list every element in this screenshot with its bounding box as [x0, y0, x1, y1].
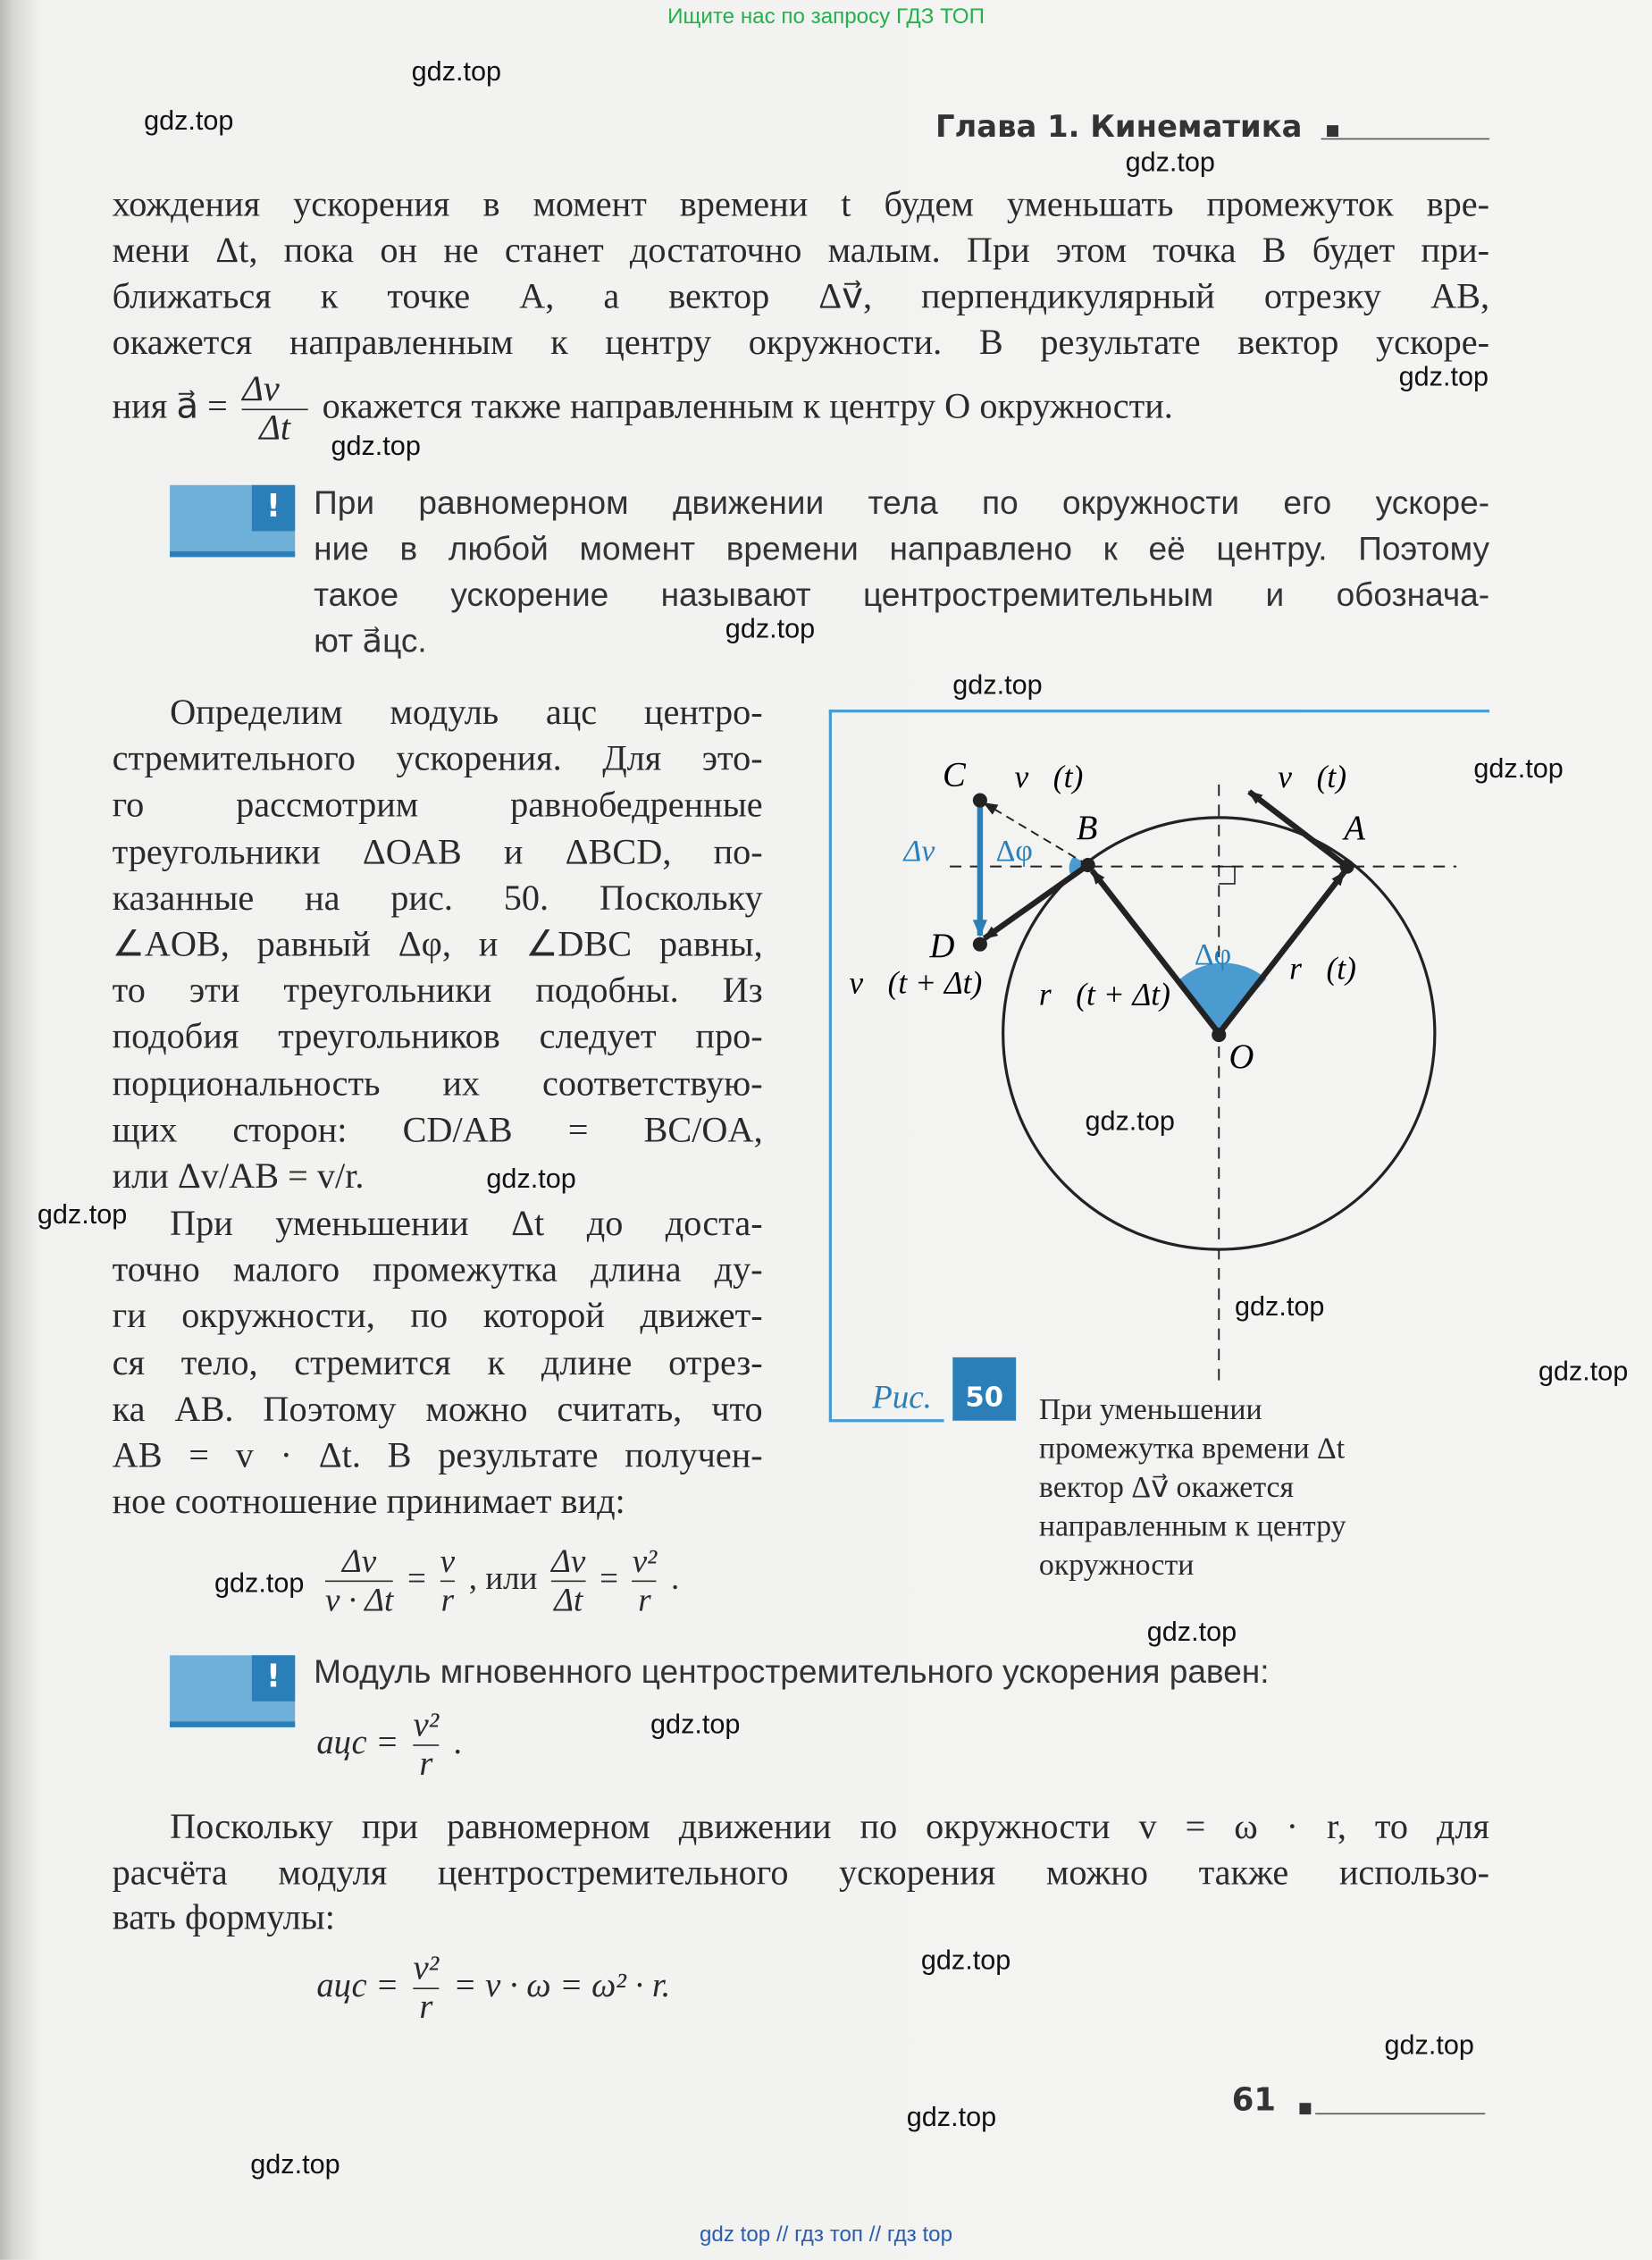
watermark-text: gdz.top — [331, 432, 421, 463]
callout1-line: ние в любой момент времени направлено к её центру. Поэтому — [314, 529, 1490, 567]
velocity-vector-A — [1249, 792, 1347, 867]
watermark-text: gdz.top — [214, 1568, 305, 1600]
numerator: v — [440, 1543, 455, 1582]
right-angle-mark — [1219, 867, 1235, 884]
label-delta-phi-center: Δφ — [1194, 938, 1232, 972]
watermark-text: gdz.top — [1398, 362, 1488, 393]
callout1-line: При равномерном движении тела по окружности его ускоре- — [314, 483, 1490, 522]
left-column-line: ся тело, стремится к длине отрез- — [112, 1344, 763, 1383]
watermark-text: gdz.top — [1538, 1357, 1629, 1388]
fraction — [551, 1543, 585, 1619]
figure-number-badge: 50 — [952, 1357, 1016, 1421]
page-number: 61 — [1231, 2082, 1277, 2119]
exclamation-icon: ! — [252, 485, 295, 532]
watermark-text: gdz.top — [37, 1200, 128, 1231]
left-column-line: подобия треугольников следует про- — [112, 1017, 763, 1057]
watermark-text: gdz.top — [906, 2103, 997, 2134]
label-r-t: r⃗(t) — [1289, 950, 1356, 987]
denominator: Δt — [259, 408, 291, 448]
left-column-line: то эти треугольники подобны. Из — [112, 971, 763, 1011]
lhs: aцс = — [316, 1724, 399, 1762]
callout1-line: такое ускорение называют центростремительным и обознача- — [314, 576, 1490, 614]
fraction — [633, 1543, 658, 1619]
left-column-line: ное соотношение принимает вид: — [112, 1483, 625, 1522]
footer-rule — [1315, 2113, 1485, 2115]
watermark-text: gdz.top — [1473, 754, 1564, 785]
fraction — [440, 1543, 455, 1619]
left-column-line: стремительного ускорения. Для это- — [112, 739, 763, 779]
para1-line: окажется направленным к центру окружности. В результате вектор ускоре- — [112, 323, 1490, 363]
left-column-line: точно малого промежутка длина ду- — [112, 1250, 763, 1290]
rhs: = v · ω = ω² · r. — [453, 1967, 671, 2005]
denominator: r — [440, 1582, 455, 1618]
numerator: Δv⃗ — [242, 369, 308, 409]
velocity-vector-B — [985, 865, 1088, 938]
top-banner[interactable]: Ищите нас по запросу ГДЗ ТОП — [667, 4, 985, 29]
para1-line: хождения ускорения в момент времени t будем уменьшать промежуток вре- — [112, 185, 1490, 225]
left-column-line: ∠AOB, равный Δφ, и ∠DBC равны, — [112, 925, 763, 965]
watermark-text: gdz.top — [250, 2150, 340, 2181]
label-delta-v: Δv⃗ — [903, 835, 959, 869]
formula-centripetal-alt — [316, 1950, 670, 2026]
label-delta-phi-top: Δφ — [995, 835, 1033, 869]
equals: = — [600, 1559, 618, 1596]
left-column-line: ги окружности, по которой движет- — [112, 1297, 763, 1336]
para1-line: мени Δt, пока он не станет достаточно малым. При этом точка B будет при- — [112, 231, 1490, 271]
equals: = — [407, 1559, 426, 1596]
left-column-line: При уменьшении Δt до доста- — [170, 1205, 763, 1244]
point-C — [973, 793, 987, 807]
label-v-t-dt: v⃗(t + Δt) — [849, 964, 983, 1001]
left-column-line: щих сторон: CD/AB = BC/OA, — [112, 1111, 763, 1150]
watermark-text: gdz.top — [650, 1710, 741, 1741]
lhs: aцс = — [316, 1967, 399, 2005]
caption-line: При уменьшении — [1038, 1391, 1262, 1427]
period: . — [453, 1724, 463, 1762]
text: ния a⃗ = — [112, 387, 228, 427]
point-O — [1212, 1028, 1226, 1042]
caption-line: направленным к центру — [1038, 1508, 1346, 1543]
exclamation-icon: ! — [252, 1655, 295, 1701]
para2-line: Поскольку при равномерном движении по окружности v = ω · r, то для — [170, 1808, 1490, 1847]
fraction — [413, 1950, 439, 2026]
para2-line: расчёта модуля центростремительного ускорения можно также использо- — [112, 1853, 1490, 1894]
callout2-text: Модуль мгновенного центростремительного ускорения равен: — [314, 1652, 1270, 1690]
label-O: O — [1229, 1038, 1254, 1077]
numerator: Δv — [551, 1543, 585, 1582]
watermark-text: gdz.top — [1234, 1292, 1325, 1323]
para2-line: вать формулы: — [112, 1898, 335, 1938]
denominator: r — [419, 1988, 433, 2027]
numerator: v² — [413, 1707, 440, 1745]
label-A: A — [1344, 810, 1366, 848]
fraction — [413, 1707, 439, 1783]
left-column-line: ка AB. Поэтому можно считать, что — [112, 1390, 763, 1430]
fraction — [325, 1543, 393, 1619]
watermark-text: gdz.top — [1384, 2030, 1474, 2062]
or-text: , или — [468, 1559, 538, 1596]
left-column-line: го рассмотрим равнобедренные — [112, 786, 763, 825]
watermark-text: gdz.top — [1085, 1106, 1175, 1138]
denominator: Δt — [554, 1582, 583, 1618]
label-D: D — [929, 928, 955, 966]
numerator: Δv — [325, 1543, 393, 1582]
label-C: C — [943, 756, 966, 794]
callout1-line: ют a⃗цс. — [314, 621, 427, 660]
figure-caption-label: Рис. — [872, 1379, 932, 1416]
left-column-line: AB = v · Δt. В результате получен- — [112, 1436, 763, 1475]
label-r-t-dt: r⃗(t + Δt) — [1038, 976, 1170, 1012]
page-number-square — [1299, 2103, 1311, 2114]
watermark-text: gdz.top — [411, 57, 502, 88]
formula-centripetal — [316, 1707, 462, 1783]
denominator: v · Δt — [325, 1582, 394, 1618]
denominator: r — [638, 1582, 651, 1618]
watermark-text: gdz.top — [486, 1164, 576, 1195]
label-v-t-left: v⃗(t) — [1014, 759, 1084, 795]
watermark-text: gdz.top — [1125, 147, 1215, 179]
caption-line: промежутка времени Δt — [1038, 1431, 1346, 1466]
figure-caption-text — [1039, 1390, 1346, 1584]
point-A — [1340, 860, 1354, 874]
period: . — [670, 1559, 680, 1596]
denominator: r — [419, 1745, 433, 1784]
label-v-t-right: v⃗(t) — [1278, 759, 1347, 795]
caption-line: окружности — [1038, 1547, 1195, 1583]
left-column-line: порциональность их соответствую- — [112, 1064, 763, 1105]
watermark-text: gdz.top — [1146, 1617, 1237, 1649]
point-D — [973, 937, 987, 952]
left-column-line: Определим модуль aцс центро- — [170, 693, 763, 733]
numerator: v² — [633, 1543, 658, 1582]
caption-line: вектор Δv⃗ окажется — [1038, 1469, 1295, 1505]
important-marker — [170, 1655, 295, 1727]
watermark-text: gdz.top — [920, 1945, 1011, 1977]
numerator: v² — [413, 1950, 440, 1988]
left-column-line: казанные на рис. 50. Поскольку — [112, 879, 763, 919]
label-B: B — [1076, 810, 1098, 848]
chapter-title: Глава 1. Кинематика — [935, 109, 1303, 145]
formula-ratio — [320, 1543, 680, 1619]
left-column-line: или Δv/AB = v/r. — [112, 1157, 365, 1197]
point-B — [1081, 858, 1095, 872]
bottom-banner[interactable]: gdz top // гдз топ // гдз top — [699, 2222, 953, 2247]
watermark-text: gdz.top — [952, 670, 1043, 702]
left-column-line: треугольники ΔOAB и ΔBCD, по- — [112, 833, 763, 873]
watermark-text: gdz.top — [725, 614, 816, 645]
para1-line: ближаться к точке A, а вектор Δv⃗, перпендикулярный отрезку AB, — [112, 277, 1490, 317]
text: окажется также направленным к центру O окружности. — [322, 387, 1173, 427]
watermark-text: gdz.top — [144, 106, 234, 138]
